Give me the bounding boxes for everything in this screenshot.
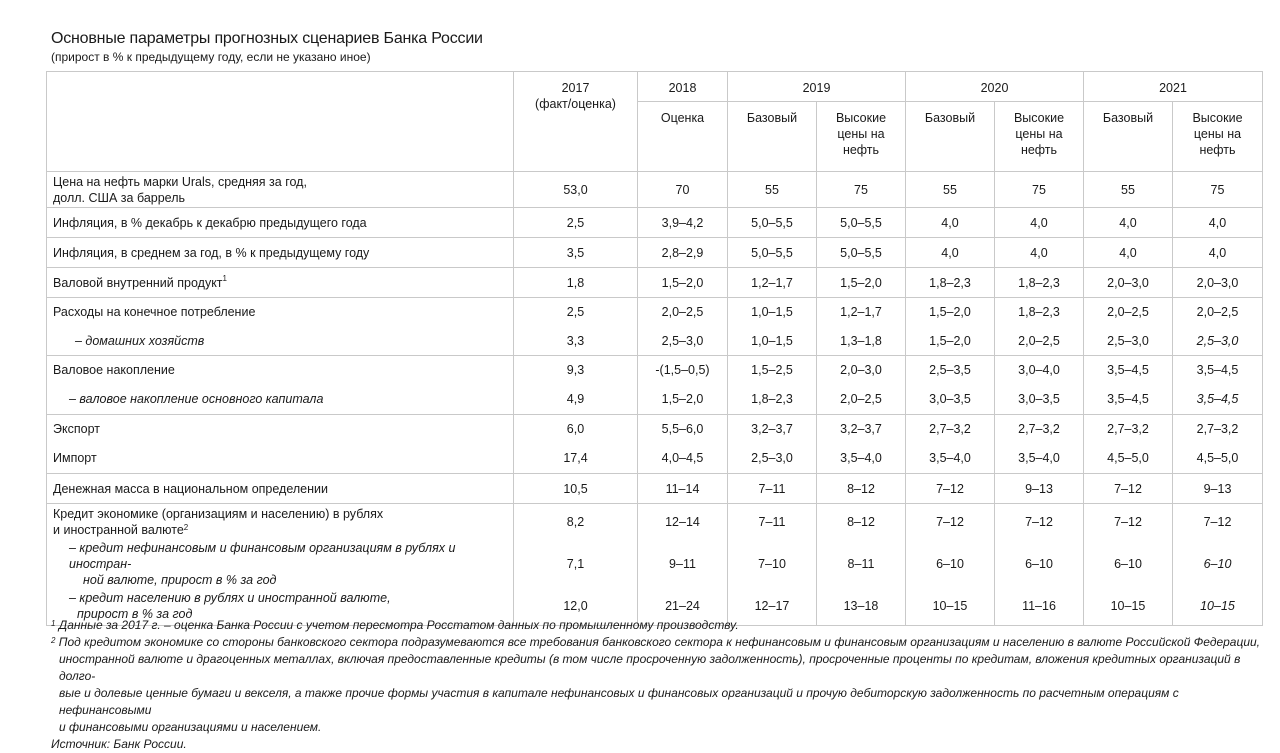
table-cell: 17,4 xyxy=(514,444,638,474)
table-cell: 5,5–6,0 xyxy=(638,415,728,444)
table-cell: 1,5–2,0 xyxy=(906,298,995,327)
table-cell: 4,0 xyxy=(995,208,1084,238)
table-cell: 12,0 xyxy=(514,588,638,626)
table-cell: 2,7–3,2 xyxy=(1173,415,1263,444)
table-cell: 7–12 xyxy=(1084,504,1173,540)
table-cell: 10–15 xyxy=(1084,588,1173,626)
row-label: Денежная масса в национальном определении xyxy=(47,474,514,504)
table-cell: 55 xyxy=(1084,172,1173,208)
col-2020-header: 2020 xyxy=(906,72,1084,102)
table-cell: 2,7–3,2 xyxy=(906,415,995,444)
table-cell: 1,2–1,7 xyxy=(728,268,817,298)
table-cell: 1,2–1,7 xyxy=(817,298,906,327)
table-cell: 7–12 xyxy=(906,474,995,504)
row-label: – кредит населению в рублях и иностранной валюте, прирост в % за год xyxy=(47,588,514,626)
table-cell: 3,3 xyxy=(514,327,638,356)
table-cell: 1,5–2,0 xyxy=(817,268,906,298)
table-row xyxy=(47,474,1263,504)
table-cell: 1,5–2,5 xyxy=(728,356,817,385)
table-cell: 75 xyxy=(995,172,1084,208)
table-cell: 6,0 xyxy=(514,415,638,444)
table-cell: 9–13 xyxy=(1173,474,1263,504)
table-cell: 7–11 xyxy=(728,504,817,540)
table-cell: 2,0–3,0 xyxy=(817,356,906,385)
table-cell: 2,0–2,5 xyxy=(817,385,906,415)
table-row xyxy=(47,385,1263,415)
table-cell: -(1,5–0,5) xyxy=(638,356,728,385)
table-row xyxy=(47,504,1263,540)
table-cell: 2,0–3,0 xyxy=(1173,268,1263,298)
table-cell: 9,3 xyxy=(514,356,638,385)
table-cell: 5,0–5,5 xyxy=(817,208,906,238)
table-cell: 5,0–5,5 xyxy=(728,238,817,268)
scenario-base-2020: Базовый xyxy=(906,102,995,172)
table-cell: 7–10 xyxy=(728,540,817,588)
col-2019-header: 2019 xyxy=(728,72,906,102)
table-cell: 1,5–2,0 xyxy=(638,385,728,415)
table-cell: 4,0 xyxy=(1173,238,1263,268)
header-blank-cell xyxy=(47,72,514,172)
table-cell: 75 xyxy=(1173,172,1263,208)
row-label: Валовое накопление xyxy=(47,356,514,385)
table-cell: 5,0–5,5 xyxy=(728,208,817,238)
table-row xyxy=(47,540,1263,588)
table-cell: 8–11 xyxy=(817,540,906,588)
scenario-estimate: Оценка xyxy=(638,102,728,172)
table-cell: 1,0–1,5 xyxy=(728,327,817,356)
row-label: Инфляция, в % декабрь к декабрю предыдущего года xyxy=(47,208,514,238)
scenario-base-2019: Базовый xyxy=(728,102,817,172)
table-cell: 2,0–2,5 xyxy=(638,298,728,327)
table-cell: 6–10 xyxy=(995,540,1084,588)
table-cell: 8–12 xyxy=(817,474,906,504)
table-cell: 12–17 xyxy=(728,588,817,626)
table-cell: 3,5–4,0 xyxy=(995,444,1084,474)
table-row xyxy=(47,238,1263,268)
table-cell: 1,5–2,0 xyxy=(906,327,995,356)
table-title: Основные параметры прогнозных сценариев Банка России xyxy=(51,30,483,47)
table-cell: 1,8 xyxy=(514,268,638,298)
table-cell: 2,5–3,0 xyxy=(638,327,728,356)
table-cell: 9–13 xyxy=(995,474,1084,504)
table-cell: 2,0–2,5 xyxy=(995,327,1084,356)
table-row xyxy=(47,356,1263,385)
table-cell: 2,5–3,0 xyxy=(728,444,817,474)
table-cell: 2,0–2,5 xyxy=(1084,298,1173,327)
table-cell: 1,8–2,3 xyxy=(995,298,1084,327)
row-label: Цена на нефть марки Urals, средняя за год, долл. США за баррель xyxy=(47,172,514,208)
table-cell: 3,5–4,5 xyxy=(1173,356,1263,385)
footnotes: $^1$ Данные за 2017 г. – оценка Банка России с учетом пересмотра Росстатом данных по промышленному производству. $^2$ Под кредитом экономике со стороны банковского сектора подразумеваются все требования банковского сектора к нефинансовым и финансовым организациям и населению в валюте Российской Федерации, иностранной валюте и драгоценных металлах, включая предоставленные кредиты (в том числе просроченную задолженность), просроченные проценты по кредитам, вложения кредитных организаций в долго- вые и долевые ценные бумаги и векселя, а также прочие формы участия в капитале нефинансовых и финансовых организаций и прочую дебиторскую задолженность по расчетным операциям с нефинансовыми и финансовыми организациями и населением. Источник: Банк России. xyxy=(51,618,1261,751)
table-cell: 1,5–2,0 xyxy=(638,268,728,298)
table-cell: 3,0–3,5 xyxy=(995,385,1084,415)
table-cell: 8,2 xyxy=(514,504,638,540)
table-cell: 3,0–3,5 xyxy=(906,385,995,415)
table-cell: 7–12 xyxy=(995,504,1084,540)
table-cell: 2,5–3,0 xyxy=(1084,327,1173,356)
table-cell: 3,9–4,2 xyxy=(638,208,728,238)
table-row xyxy=(47,298,1263,327)
table-cell: 6–10 xyxy=(906,540,995,588)
table-cell: 53,0 xyxy=(514,172,638,208)
table-cell: 3,5–4,5 xyxy=(1084,385,1173,415)
table-cell: 1,8–2,3 xyxy=(906,268,995,298)
table-cell: 4,9 xyxy=(514,385,638,415)
table-cell: 3,5–4,5 xyxy=(1173,385,1263,415)
table-cell: 1,8–2,3 xyxy=(995,268,1084,298)
table-row xyxy=(47,172,1263,208)
table-cell: 2,7–3,2 xyxy=(1084,415,1173,444)
table-subtitle: (прирост в % к предыдущему году, если не указано иное) xyxy=(51,50,371,64)
table-cell: 4,0–4,5 xyxy=(638,444,728,474)
table-cell: 21–24 xyxy=(638,588,728,626)
table-cell: 11–16 xyxy=(995,588,1084,626)
scenario-high-2019: Высокие цены на нефть xyxy=(817,102,906,172)
table-cell: 10,5 xyxy=(514,474,638,504)
table-cell: 10–15 xyxy=(906,588,995,626)
table-cell: 5,0–5,5 xyxy=(817,238,906,268)
footnote-2: $^2$ Под кредитом экономике со стороны банковского сектора подразумеваются все требования банковского сектора к нефинансовым и финансовым организациям и населению в валюте Российской Федерации, xyxy=(51,635,1261,649)
scenario-high-2020: Высокие цены на нефть xyxy=(995,102,1084,172)
table-cell: 2,5–3,0 xyxy=(1173,327,1263,356)
table-cell: 7–12 xyxy=(1084,474,1173,504)
row-label: – кредит нефинансовым и финансовым организациям в рублях и иностран- ной валюте, прирост в % за год xyxy=(47,540,514,588)
footnote-1: $^1$ Данные за 2017 г. – оценка Банка России с учетом пересмотра Росстатом данных по промышленному производству. xyxy=(51,618,739,632)
table-cell: 3,5 xyxy=(514,238,638,268)
table-cell: 1,8–2,3 xyxy=(728,385,817,415)
header-years-row xyxy=(47,72,1263,102)
table-row xyxy=(47,444,1263,474)
table-cell: 4,0 xyxy=(906,238,995,268)
table-cell: 2,0–3,0 xyxy=(1084,268,1173,298)
table-row xyxy=(47,415,1263,444)
row-label: Расходы на конечное потребление xyxy=(47,298,514,327)
table-cell: 3,5–4,0 xyxy=(817,444,906,474)
table-cell: 11–14 xyxy=(638,474,728,504)
table-cell: 4,0 xyxy=(906,208,995,238)
table-cell: 1,3–1,8 xyxy=(817,327,906,356)
row-label: – домашних хозяйств xyxy=(47,327,514,356)
table-cell: 3,0–4,0 xyxy=(995,356,1084,385)
row-label: Валовой внутренний продукт$^1$ xyxy=(47,268,514,298)
row-label: Импорт xyxy=(47,444,514,474)
table-cell: 4,0 xyxy=(1084,208,1173,238)
col-2017-header: 2017 (факт/оценка) xyxy=(514,72,638,172)
table-cell: 75 xyxy=(817,172,906,208)
table-cell: 2,5–3,5 xyxy=(906,356,995,385)
table-cell: 6–10 xyxy=(1173,540,1263,588)
table-cell: 4,0 xyxy=(1173,208,1263,238)
table-cell: 2,5 xyxy=(514,208,638,238)
table-cell: 7–11 xyxy=(728,474,817,504)
row-label: – валовое накопление основного капитала xyxy=(47,385,514,415)
table-row xyxy=(47,208,1263,238)
table-cell: 2,5 xyxy=(514,298,638,327)
table-cell: 4,0 xyxy=(1084,238,1173,268)
table-cell: 3,2–3,7 xyxy=(728,415,817,444)
table-cell: 6–10 xyxy=(1084,540,1173,588)
table-cell: 13–18 xyxy=(817,588,906,626)
table-cell: 55 xyxy=(906,172,995,208)
row-label: Кредит экономике (организациям и населению) в рублях и иностранной валюте$^2$ xyxy=(47,504,514,540)
table-cell: 7–12 xyxy=(1173,504,1263,540)
table-cell: 1,0–1,5 xyxy=(728,298,817,327)
table-cell: 55 xyxy=(728,172,817,208)
row-label: Инфляция, в среднем за год, в % к предыдущему году xyxy=(47,238,514,268)
table-cell: 2,0–2,5 xyxy=(1173,298,1263,327)
source-note: Источник: Банк России. xyxy=(51,737,187,751)
table-cell: 7,1 xyxy=(514,540,638,588)
table-cell: 10–15 xyxy=(1173,588,1263,626)
table-cell: 3,5–4,5 xyxy=(1084,356,1173,385)
table-row xyxy=(47,268,1263,298)
table-row xyxy=(47,327,1263,356)
table-cell: 4,0 xyxy=(995,238,1084,268)
table-cell: 2,7–3,2 xyxy=(995,415,1084,444)
table-cell: 12–14 xyxy=(638,504,728,540)
table-cell: 3,5–4,0 xyxy=(906,444,995,474)
table-cell: 7–12 xyxy=(906,504,995,540)
col-2018-header: 2018 xyxy=(638,72,728,102)
row-label: Экспорт xyxy=(47,415,514,444)
table-cell: 3,2–3,7 xyxy=(817,415,906,444)
table-cell: 2,8–2,9 xyxy=(638,238,728,268)
scenario-base-2021: Базовый xyxy=(1084,102,1173,172)
table-cell: 4,5–5,0 xyxy=(1084,444,1173,474)
table-cell: 4,5–5,0 xyxy=(1173,444,1263,474)
table-cell: 8–12 xyxy=(817,504,906,540)
table-cell: 70 xyxy=(638,172,728,208)
table-cell: 9–11 xyxy=(638,540,728,588)
forecast-table xyxy=(46,71,1263,626)
col-2021-header: 2021 xyxy=(1084,72,1263,102)
scenario-high-2021: Высокие цены на нефть xyxy=(1173,102,1263,172)
